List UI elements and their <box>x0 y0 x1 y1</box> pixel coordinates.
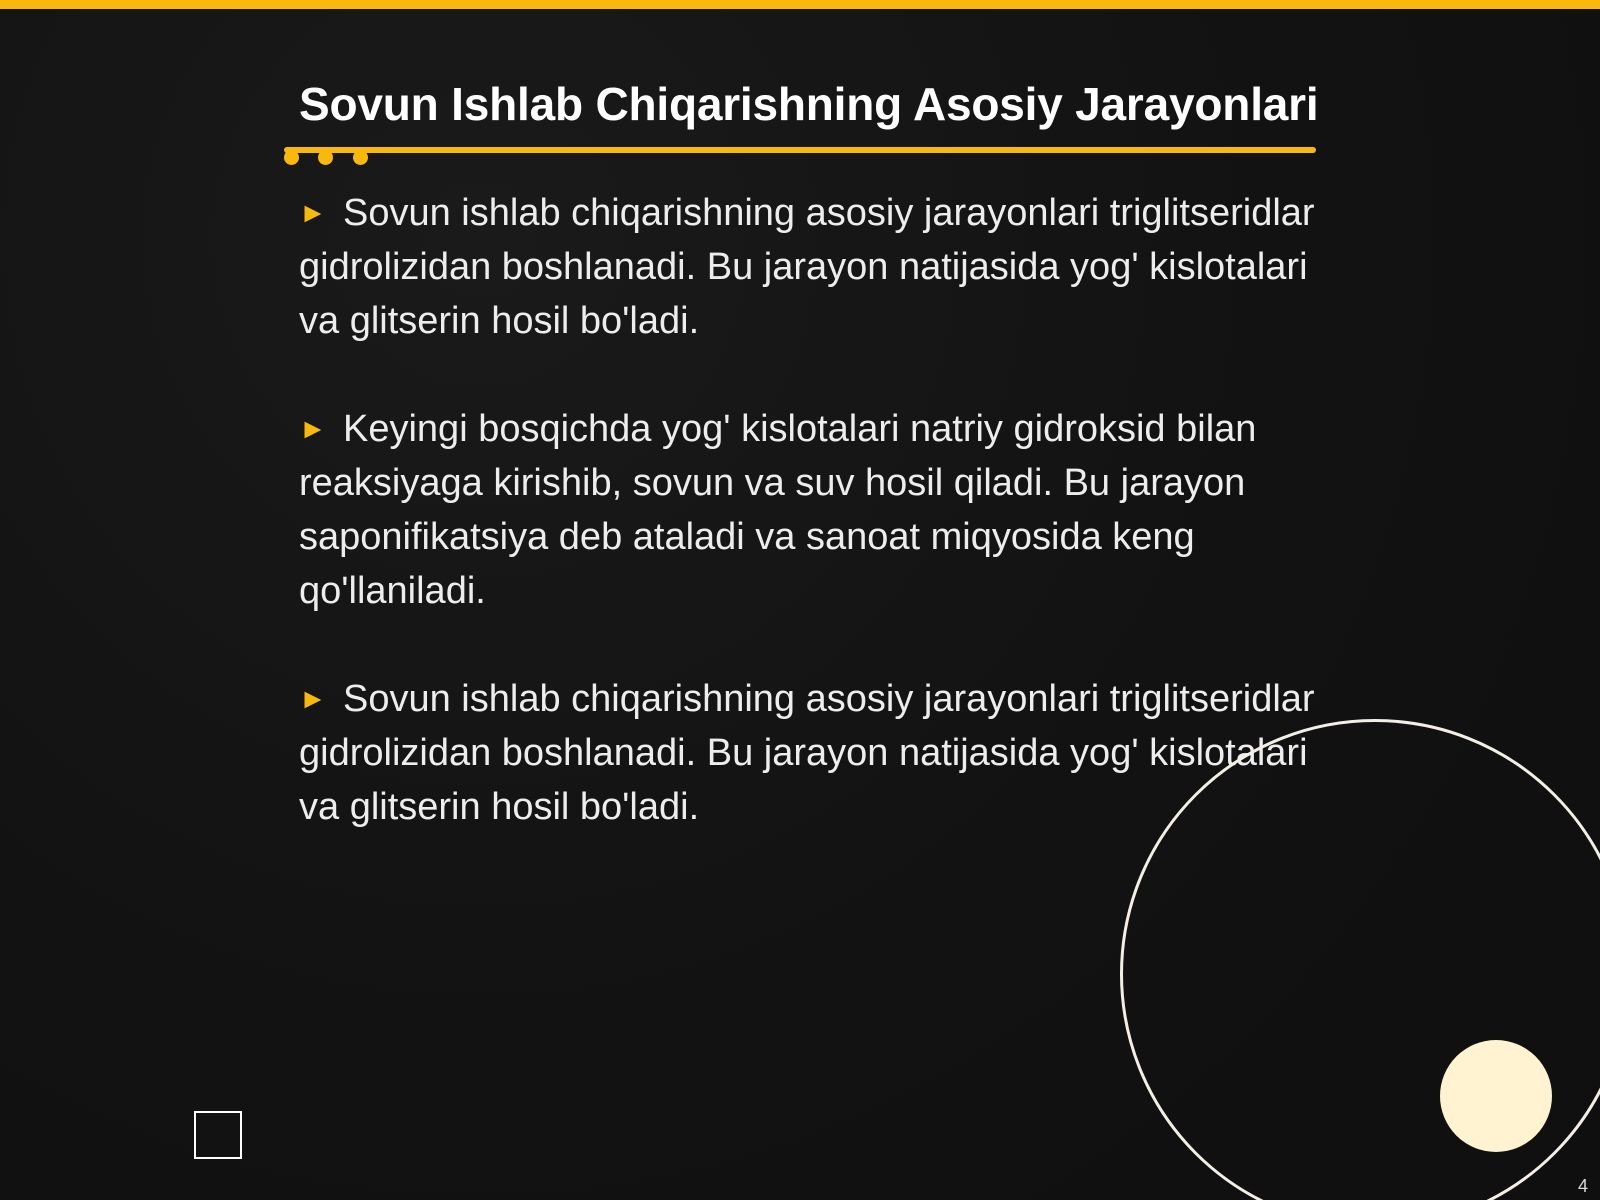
slide-content <box>299 186 1319 836</box>
bullet-arrow-icon: ► <box>299 197 327 228</box>
top-accent-bar <box>0 0 1600 9</box>
bullet-1 <box>299 186 1319 348</box>
slide-title: Sovun Ishlab Chiqarishning Asosiy Jarayonlari <box>299 78 1319 130</box>
title-dots-decoration <box>284 150 374 168</box>
bullet-text: Keyingi bosqichda yog' kislotalari natriy gidroksid bilan reaksiyaga kirishib, sovun va suv hosil qiladi. Bu jarayon saponifikatsiya deb ataladi va sanoat miqyosida keng qo'llaniladi. <box>299 408 1257 612</box>
bullet-2 <box>299 402 1319 618</box>
square-outline-decoration <box>194 1111 242 1159</box>
dot-1 <box>284 150 299 165</box>
bullet-arrow-icon: ► <box>299 683 327 714</box>
bullet-3 <box>299 672 1319 834</box>
page-number: 4 <box>1577 1176 1588 1196</box>
bullet-arrow-icon: ► <box>299 413 327 444</box>
dot-3 <box>353 150 368 165</box>
small-filled-circle-decoration <box>1440 1040 1552 1152</box>
title-underline <box>284 147 1316 153</box>
dot-2 <box>318 150 333 165</box>
bullet-text: Sovun ishlab chiqarishning asosiy jarayonlari triglitseridlar gidrolizidan boshlanadi. Bu jarayon natijasida yog' kislotalari va glitserin hosil bo'ladi. <box>299 678 1315 828</box>
bullet-text: Sovun ishlab chiqarishning asosiy jarayonlari triglitseridlar gidrolizidan boshlanadi. Bu jarayon natijasida yog' kislotalari va glitserin hosil bo'ladi. <box>299 192 1315 342</box>
